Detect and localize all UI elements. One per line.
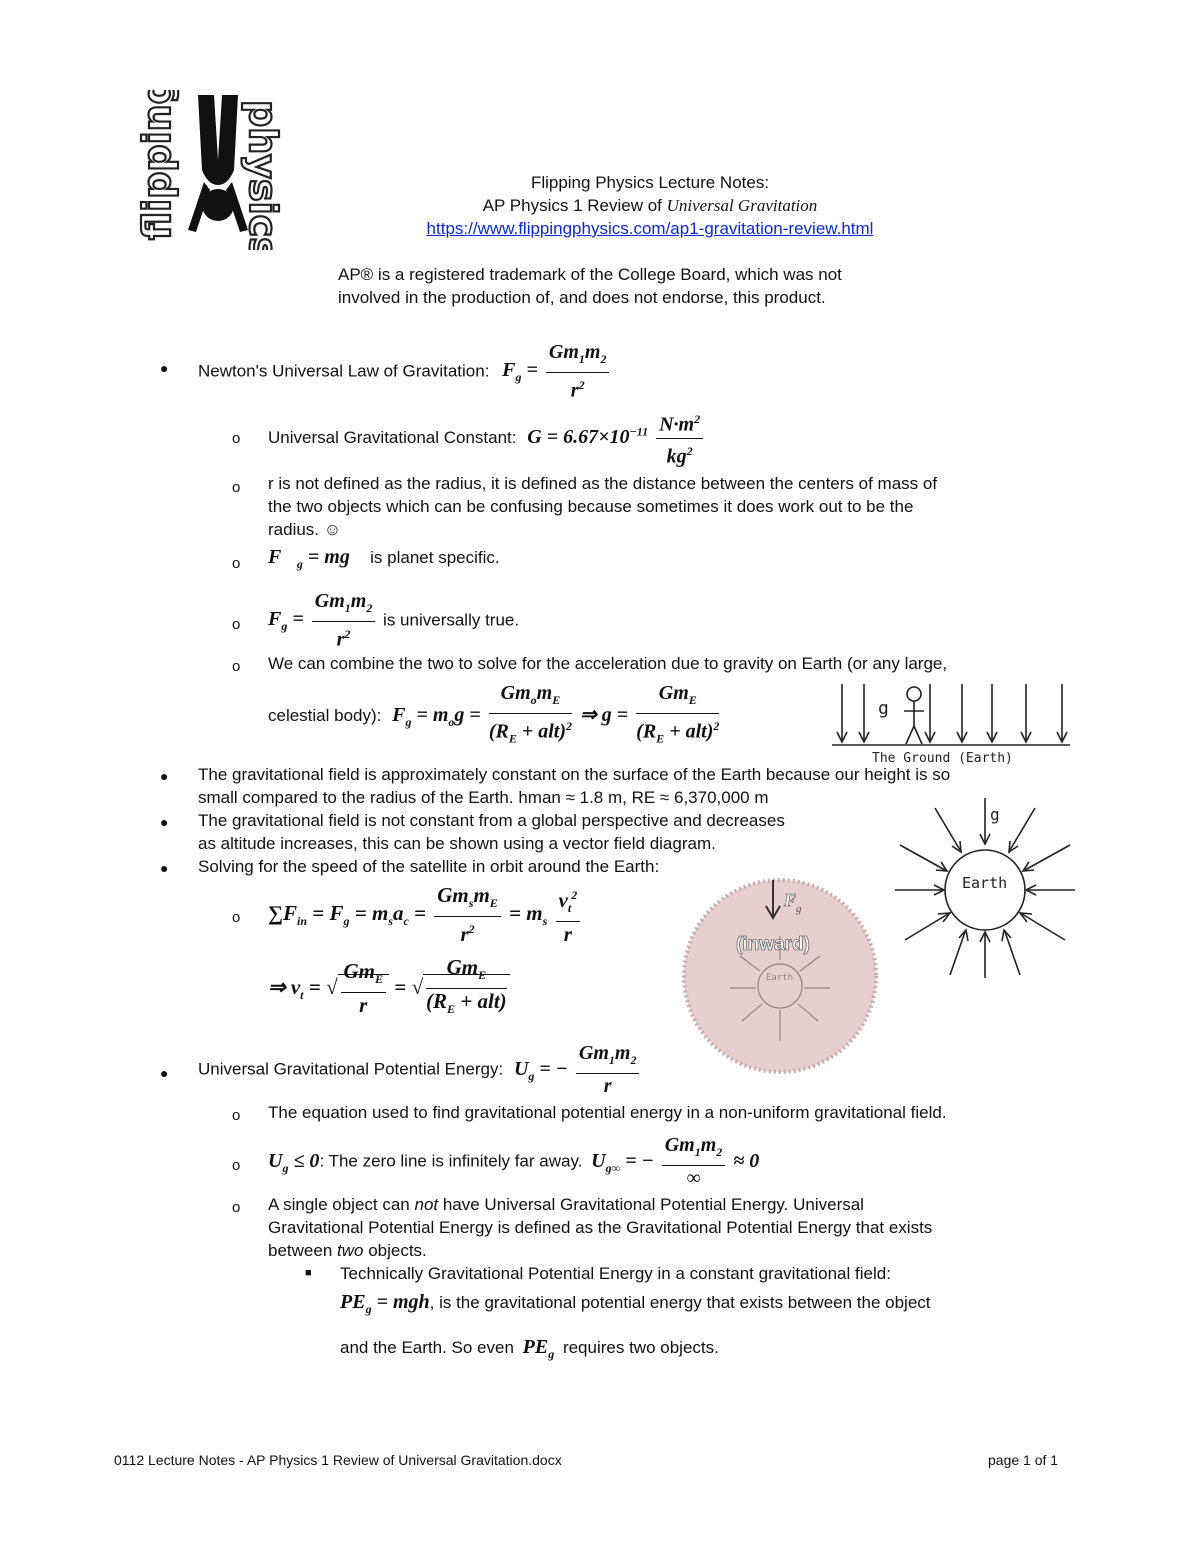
ground-g-label: g [878, 698, 889, 719]
logo-word-physics: physics [241, 100, 285, 250]
r-definition-text: r is not defined as the radius, it is defined as the distance between the centers of mass of the two objects which can be confusing because sometimes it does work out to be the radius. ☺ [268, 474, 938, 539]
sub-bullet-marker: o [232, 616, 241, 633]
two-objects-text-a: and the Earth. So even [340, 1338, 514, 1357]
sub-bullet-marker: o [232, 1199, 241, 1216]
g-constant-line [268, 408, 706, 468]
logo-word-flipping: flipping [135, 90, 179, 240]
ugpe-line [198, 1042, 642, 1098]
trademark-disclaimer [338, 263, 958, 309]
header-subtitle: AP Physics 1 Review of Universal Gravitation [482, 196, 818, 215]
ugpe-equation: $U_g$ = − $\frac{Gm_1m_2}{r}$ [514, 1058, 643, 1080]
square-bullet-marker: ■ [305, 1267, 312, 1279]
sub-bullet-marker: o [232, 909, 241, 926]
sub-bullet-marker: o [232, 1157, 241, 1174]
disclaimer-line-1: AP® is a registered trademark of the College Board, which was not [338, 265, 842, 284]
vector-field-diagram [890, 790, 1080, 980]
field-g-label: g [990, 805, 1000, 824]
planet-specific-text: is planet specific. [370, 548, 500, 567]
field-not-constant-text: The gravitational field is not constant from a global perspective and decreases as altitude increases, this can be shown using a vector field diagram. [198, 811, 785, 853]
ugpe-nonuniform-text: The equation used to find gravitational potential energy in a non-uniform gravitational field. [268, 1103, 947, 1122]
pe-mgh-line [340, 1291, 931, 1321]
celestial-body-text: celestial body): [268, 705, 382, 725]
earth-label: Earth [962, 874, 1008, 892]
header-url-link[interactable]: https://www.flippingphysics.com/ap1-gravitation-review.html [426, 219, 874, 238]
ugpe-zero-text: : The zero line is infinitely far away. [319, 1151, 583, 1171]
sub-bullet-marker: o [232, 1107, 241, 1124]
newton-law-label: Newton's Universal Law of Gravitation: [198, 361, 490, 381]
header-topic: Universal Gravitation [666, 196, 818, 215]
newton-law-line [198, 341, 612, 403]
orbit-speed-equation: ⇒ $v_t$ = √ $\frac{Gm_E}{r}$ = √ $\frac{Gm_E}{(R_E + alt)}$ [268, 956, 510, 1021]
sub-bullet-marker: o [232, 555, 241, 572]
svg-text:F: F [784, 890, 797, 910]
footer-filename: 0112 Lecture Notes - AP Physics 1 Review of Universal Gravitation.docx [114, 1452, 562, 1468]
orbit-force-equation: $\sum F_{in} = F_g = m_sa_c$ = $\frac{Gm_sm_E}{r^2}$ = $m_s$ $\frac{v_t^2}{r}$ [268, 884, 583, 946]
inward-label: (inward) [736, 934, 810, 955]
technically-text: Technically Gravitational Potential Energy in a constant gravitational field: [340, 1264, 891, 1283]
bullet-dot: ● [160, 360, 169, 376]
universal-gravitation-equation: $F_g$ = $\frac{Gm_1m_2}{r^2}$ [268, 608, 378, 630]
universally-true-line [268, 590, 519, 652]
constant-field-diagram [830, 676, 1080, 766]
acceleration-equation-line [268, 682, 722, 751]
g-constant-equation: $G = 6.67\times 10^{-11}$ $\frac{N\cdot m^2}{kg^2}$ [527, 426, 706, 448]
acceleration-due-to-gravity-equation: $F_g = m_og$ = $\frac{Gm_om_E}{(R_E + alt)^2}$ ⇒ g = $\frac{Gm_E}{(R_E + alt)^2}$ [392, 682, 720, 746]
pe-mgh-equation: $PE_g$ = mgh [340, 1291, 430, 1316]
satellite-text: Solving for the speed of the satellite in orbit around the Earth: [198, 857, 660, 876]
bullet-dot: ● [160, 814, 169, 830]
footer-page-number: page 1 of 1 [988, 1452, 1059, 1468]
combine-text: We can combine the two to solve for the acceleration due to gravity on Earth (or any large, [268, 654, 948, 673]
bullet-dot: ● [160, 860, 169, 876]
planet-specific-line [268, 546, 500, 576]
two-objects-line: and the Earth. So even $PE_g$ requires two objects. [340, 1336, 719, 1361]
ground-label: The Ground (Earth) [872, 751, 1013, 766]
header-block [300, 171, 1000, 240]
ugpe-zero-line: $U_g \le 0$: The zero line is infinitely far away. $U_{g\infty}$ = − $\frac{Gm_1m_2}{\infty}$ ≈ 0 [268, 1134, 760, 1189]
disclaimer-line-2: involved in the production of, and does not endorse, this product. [338, 288, 826, 307]
newton-law-equation: $F_g$ = $\frac{Gm_1m_2}{r^2}$ [502, 359, 612, 381]
ugpe-label: Universal Gravitational Potential Energy: [198, 1059, 504, 1079]
small-earth-label: Earth [766, 973, 794, 983]
field-constant-text: The gravitational field is approximately constant on the surface of the Earth because our height is so small compared to the radius of the Earth. hman ≈ 1.8 m, RE ≈ 6,370,000 m [198, 765, 951, 807]
flipping-physics-logo [118, 90, 293, 250]
bullet-dot: ● [160, 1065, 169, 1081]
svg-text:g: g [796, 903, 802, 915]
single-object-text: A single object can not have Universal Gravitational Potential Energy. Universal Gravitational Potential Energy is defined as the Gravitational Potential Energy that exists between two objects. [268, 1195, 933, 1260]
header-title: Flipping Physics Lecture Notes: [530, 173, 770, 192]
two-objects-text-b: requires two objects. [562, 1338, 719, 1357]
sub-bullet-marker: o [232, 658, 241, 675]
pe-mgh-text: , is the gravitational potential energy that exists between the object [429, 1293, 931, 1312]
weight-equation: $F⃗_g$ = mg⃗ [268, 546, 366, 571]
inward-force-image [680, 876, 880, 1076]
g-constant-label: Universal Gravitational Constant: [268, 427, 517, 447]
sub-bullet-marker: o [232, 479, 241, 496]
sub-bullet-marker: o [232, 430, 241, 447]
universally-true-text: is universally true. [383, 610, 520, 630]
bullet-dot: ● [160, 768, 169, 784]
